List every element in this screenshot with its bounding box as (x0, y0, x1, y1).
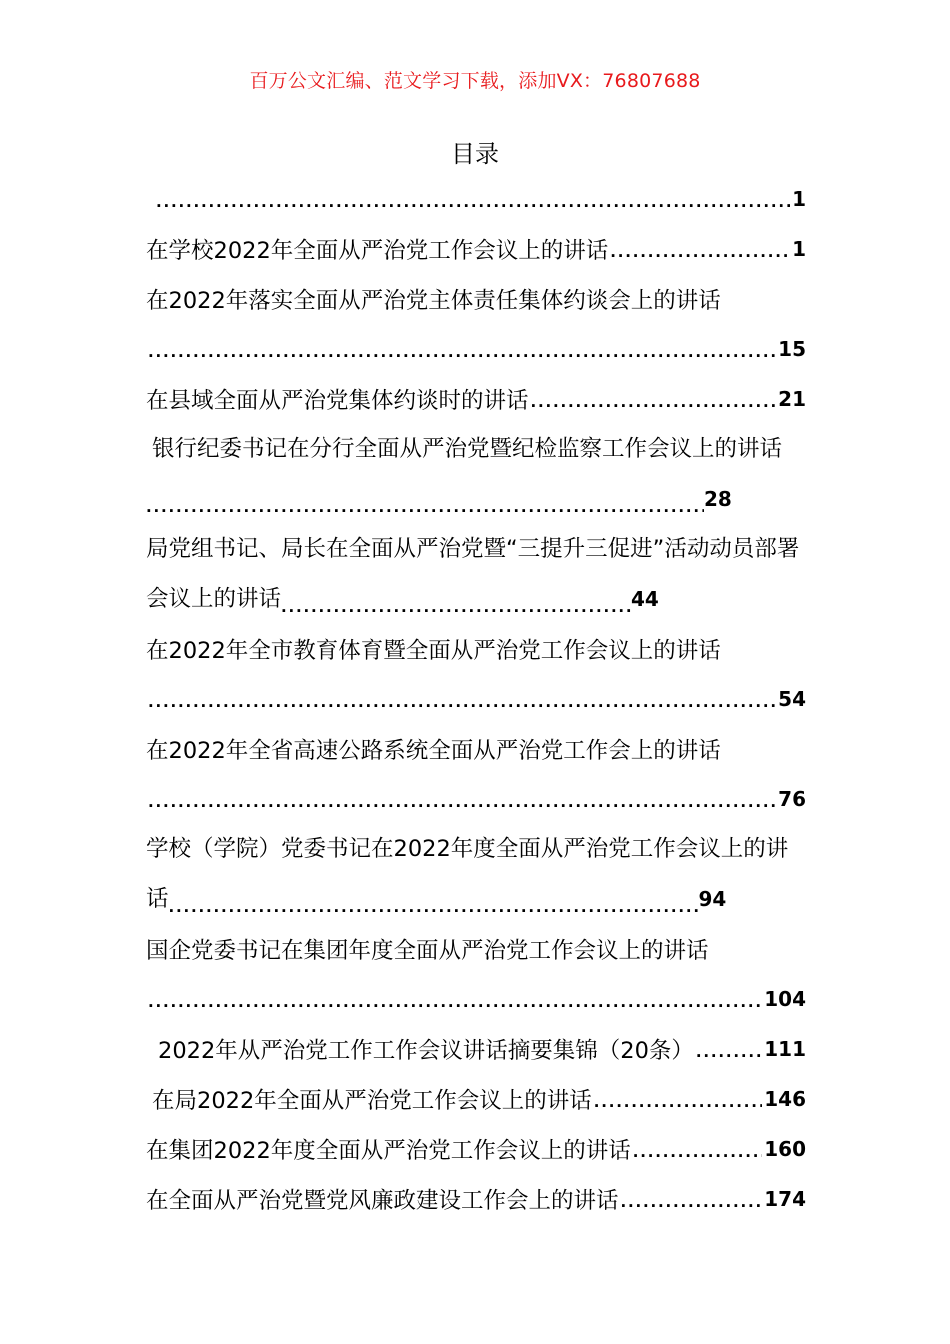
header-watermark-text: 百万公文汇编、范文学习下载，添加VX：76807688 (249, 70, 701, 92)
toc-entry-title: 在集团2022年度全面从严治党工作会议上的讲话 (146, 1138, 631, 1164)
toc-page-number: 28 (704, 487, 732, 511)
toc-entry-title: 在学校2022年全面从严治党工作会议上的讲话 (146, 238, 609, 264)
toc-entry[interactable] (146, 174, 806, 224)
toc-entry-title: 在2022年落实全面从严治党主体责任集体约谈会上的讲话 (146, 288, 721, 314)
toc-entry[interactable] (146, 1124, 806, 1174)
toc-entry[interactable] (146, 524, 806, 624)
toc-title: 目录 (451, 140, 499, 168)
toc-entry-title: 局党组书记、局长在全面从严治党暨“三提升三促进”活动动员部署会议上的讲话 (146, 536, 800, 612)
toc-entry[interactable] (146, 224, 806, 274)
toc-entry[interactable] (146, 1074, 806, 1124)
toc-page-number: 104 (764, 987, 806, 1011)
toc-dot-leader (594, 1093, 762, 1124)
toc-page-number: 1 (792, 187, 806, 211)
toc-page-number: 76 (778, 787, 806, 811)
toc-dot-leader (696, 1043, 762, 1074)
toc-entry-title: 在局2022年全面从严治党工作会议上的讲话 (152, 1088, 592, 1114)
toc-page-number: 160 (764, 1137, 806, 1161)
toc-entry-continuation[interactable] (146, 974, 806, 1024)
toc-entry-title: 在全面从严治党暨党风廉政建设工作会上的讲话 (146, 1188, 619, 1214)
toc-entry[interactable] (146, 1174, 806, 1224)
toc-dot-leader (148, 693, 776, 724)
toc-entry[interactable] (146, 424, 806, 524)
toc-entry-title: 国企党委书记在集团年度全面从严治党工作会议上的讲话 (146, 938, 709, 964)
toc-dot-leader (281, 590, 631, 624)
toc-entry[interactable] (146, 274, 806, 324)
toc-entry-continuation[interactable] (146, 324, 806, 374)
toc-dot-leader (610, 243, 790, 274)
toc-page-number: 146 (764, 1087, 806, 1111)
toc-entry-continuation[interactable] (146, 674, 806, 724)
toc-entry-title: 在县域全面从严治党集体约谈时的讲话 (146, 388, 529, 414)
toc-dot-leader (148, 793, 776, 824)
toc-page-number: 1 (792, 237, 806, 261)
toc-entry-title: 在2022年全省高速公路系统全面从严治党工作会上的讲话 (146, 738, 721, 764)
toc-dot-leader (633, 1143, 762, 1174)
toc-dot-leader (148, 343, 776, 374)
toc-dot-leader (156, 193, 790, 224)
toc-entry-title: 银行纪委书记在分行全面从严治党暨纪检监察工作会议上的讲话 (152, 436, 783, 462)
table-of-contents (146, 174, 806, 1224)
toc-page-number: 15 (778, 337, 806, 361)
toc-entry-title: 在2022年全市教育体育暨全面从严治党工作会议上的讲话 (146, 638, 721, 664)
toc-page-number: 54 (778, 687, 806, 711)
toc-entry-continuation[interactable] (146, 774, 806, 824)
toc-page-number: 21 (778, 387, 806, 411)
toc-page-number: 111 (764, 1037, 806, 1061)
toc-entry[interactable] (146, 374, 806, 424)
toc-dot-leader (169, 890, 699, 924)
toc-dot-leader (146, 490, 704, 524)
toc-page-number: 44 (631, 587, 659, 611)
toc-entry[interactable] (146, 1024, 806, 1074)
toc-page-number: 94 (698, 887, 727, 911)
toc-entry[interactable] (146, 824, 806, 924)
toc-entry[interactable] (146, 724, 806, 774)
toc-entry[interactable] (146, 624, 806, 674)
toc-entry[interactable] (146, 924, 806, 974)
toc-page-number: 174 (764, 1187, 806, 1211)
toc-dot-leader (621, 1193, 763, 1224)
toc-entry-title: 学校（学院）党委书记在2022年度全面从严治党工作会议上的讲话 (146, 836, 789, 912)
toc-entry-title: 2022年从严治党工作工作会议讲话摘要集锦（20条） (158, 1038, 694, 1064)
toc-dot-leader (531, 393, 777, 424)
toc-dot-leader (148, 993, 762, 1024)
